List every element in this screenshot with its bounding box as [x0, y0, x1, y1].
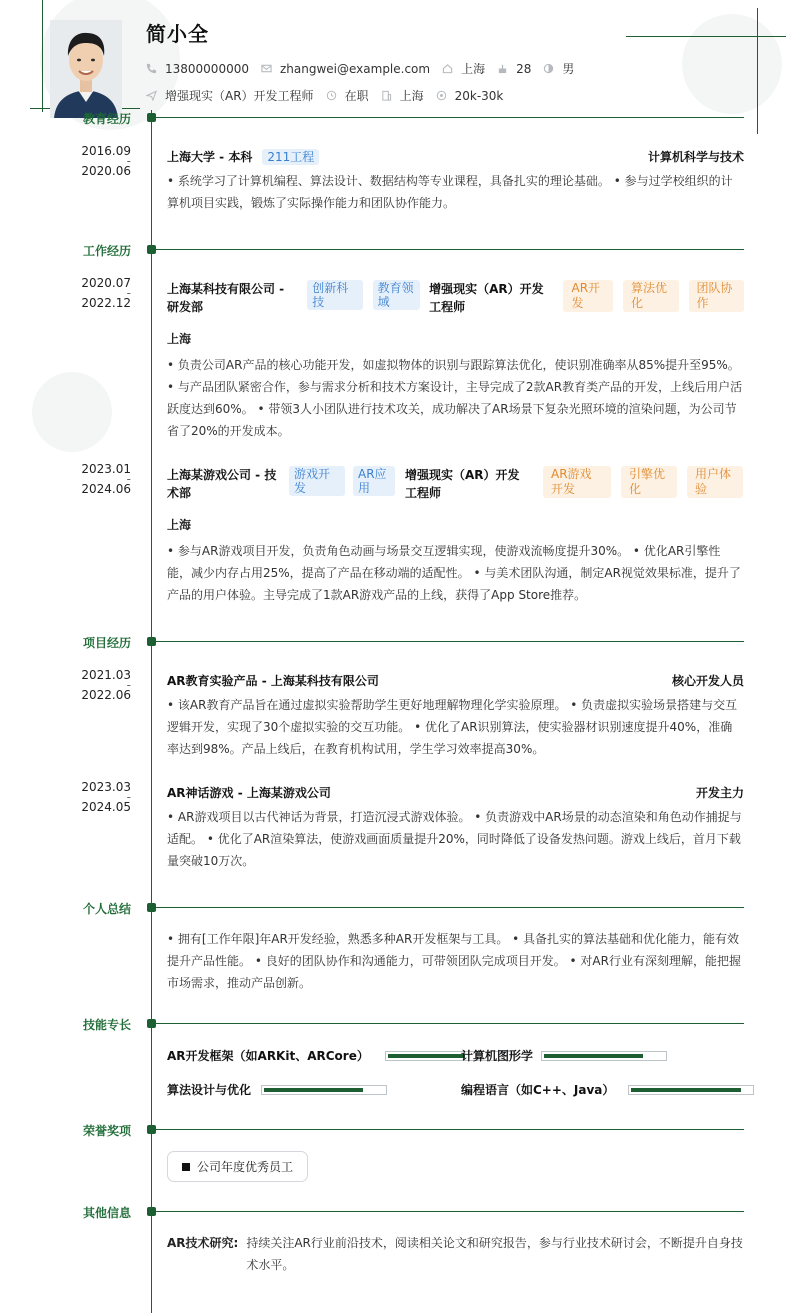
section-marker	[147, 113, 156, 122]
city-value: 上海	[461, 62, 486, 76]
date-range: 2023.01 - 2024.06	[81, 462, 131, 496]
project-role: 开发主力	[695, 786, 744, 800]
status-value: 在职	[344, 89, 369, 103]
bullet-square-icon	[182, 1163, 190, 1171]
section-title-projects: 项目经历	[82, 636, 131, 650]
project-desc: • 该AR教育产品旨在通过虚拟实验帮助学生更好地理解物理化学实验原理。 • 负责虚拟实验场景搭建与交互逻辑开发，实现了30个虚拟实验的交互功能。 • 优化了AR识别算法，使实验器材识别速度提升40%，准确率达到98%。产品上线后，在教育机构试用，学生学习效率提高30%。	[167, 698, 738, 756]
skill-tag: 团队协作	[689, 280, 744, 312]
summary-text: • 拥有[工作年限]年AR开发经验，熟悉多种AR开发框架与工具。 • 具备扎实的算法基础和优化能力，能有效提升产品性能。 • 良好的团队协作和沟通能力，可带领团队完成项目开发。 • 对AR行业有深刻理解，能把握市场需求，推动产品创新。	[167, 932, 741, 990]
project-desc: • AR游戏项目以古代神话为背景，打造沉浸式游戏体验。 • 负责游戏中AR场景的动态渲染和角色动作捕捉与适配。 • 优化了AR渲染算法，使游戏画面质量提升20%，同时降低了设备发热问题。游戏上线后，首月下载量突破10万次。	[167, 810, 742, 868]
education-desc: • 系统学习了计算机编程、算法设计、数据结构等专业课程，具备扎实的理论基础。 • 参与过学校组织的计算机项目实践，锻炼了实际操作能力和团队协作能力。	[167, 174, 733, 210]
email-value: zhangwei@example.com	[279, 61, 431, 76]
section-marker	[147, 1019, 156, 1028]
age	[497, 62, 531, 76]
job-title-value: 增强现实（AR）开发工程师	[165, 89, 314, 103]
mail-icon	[261, 63, 272, 74]
project-title: AR教育实验产品 - 上海某科技有限公司	[167, 674, 379, 688]
job-title	[146, 87, 314, 104]
salary-value: 20k-30k	[454, 88, 504, 103]
phone-value: 13800000000	[165, 61, 249, 76]
skill-bar	[541, 1051, 667, 1061]
date-range: 2020.07 - 2022.12	[81, 276, 131, 310]
company-tag: AR应用	[353, 466, 395, 496]
skill-bar	[628, 1085, 754, 1095]
section-marker	[147, 1207, 156, 1216]
skill-name: AR开发框架（如ARKit、ARCore）	[167, 1049, 369, 1063]
company-tag: 游戏开发	[289, 466, 345, 496]
avatar	[50, 20, 122, 118]
skill-bar-fill	[264, 1088, 363, 1092]
school-name: 上海大学 - 本科	[167, 150, 253, 164]
skill-bar-fill	[544, 1054, 643, 1058]
decor-line	[757, 8, 758, 134]
cake-icon	[497, 63, 508, 74]
section-rule	[156, 1023, 744, 1024]
gender-icon	[543, 63, 554, 74]
skill-tag: 引擎优化	[621, 466, 677, 498]
work-city	[381, 87, 424, 104]
decor-circle-left	[32, 372, 112, 452]
home-icon	[442, 63, 453, 74]
company-tag: 创新科技	[307, 280, 362, 310]
decor-line	[626, 36, 786, 37]
work-city: 上海	[167, 518, 192, 532]
company-tag: 教育领域	[373, 280, 421, 310]
section-title-summary: 个人总结	[82, 902, 131, 916]
section-rule	[156, 1129, 744, 1130]
skill-tag: AR开发	[563, 280, 613, 312]
position: 增强现实（AR）开发工程师	[429, 282, 544, 314]
date-range: 2016.09 - 2020.06	[81, 144, 131, 178]
decor-circle-right	[682, 14, 782, 114]
work-entry	[167, 466, 744, 606]
skill-tag: AR游戏开发	[543, 466, 611, 498]
company-name: 上海某科技有限公司 - 研发部	[167, 282, 285, 314]
salary-icon	[436, 90, 447, 101]
building-icon	[381, 90, 392, 101]
phone-icon	[146, 63, 157, 74]
section-title-education: 教育经历	[82, 112, 131, 126]
project-role: 核心开发人员	[671, 674, 744, 688]
other-info	[167, 1232, 744, 1276]
section-rule	[156, 249, 744, 250]
work-city: 上海	[167, 332, 192, 346]
section-marker	[147, 637, 156, 646]
clock-icon	[326, 90, 337, 101]
skill-item	[167, 1081, 387, 1098]
section-title-awards: 荣誉奖项	[82, 1124, 131, 1138]
job-intent-row	[146, 87, 515, 104]
work-city-value: 上海	[399, 89, 424, 103]
date-range: 2023.03 - 2024.05	[81, 780, 131, 814]
section-rule	[156, 641, 744, 642]
skill-bar	[261, 1085, 387, 1095]
section-title-work: 工作经历	[82, 244, 131, 258]
work-desc: • 负责公司AR产品的核心功能开发，如虚拟物体的识别与跟踪算法优化，使识别准确率从85%提升至95%。 • 与产品团队紧密合作，参与需求分析和技术方案设计，主导完成了2款AR教育类产品的开发，上线后用户活跃度达到60%。 • 带领3人小团队进行技术攻关，成功解决了AR场景下复杂光照环境的渲染问题，为公司节省了20%的开发成本。	[167, 358, 743, 438]
project-entry	[167, 784, 744, 872]
section-rule	[156, 117, 744, 118]
major: 计算机科学与技术	[647, 150, 744, 164]
city	[442, 60, 485, 77]
decor-line	[42, 0, 43, 112]
award-item	[167, 1151, 308, 1182]
phone	[146, 62, 249, 76]
company-name: 上海某游戏公司 - 技术部	[167, 468, 277, 500]
skill-bar-fill	[631, 1088, 740, 1092]
position: 增强现实（AR）开发工程师	[405, 468, 520, 500]
age-value: 28	[516, 61, 532, 76]
skill-item	[461, 1047, 667, 1064]
gender-value: 男	[562, 62, 575, 76]
section-title-skills: 技能专长	[82, 1018, 131, 1032]
work-desc: • 参与AR游戏项目开发，负责角色动画与场景交互逻辑实现，使游戏流畅度提升30%。 • 优化AR引擎性能，减少内存占用25%，提高了产品在移动端的适配性。 • 与美术团队沟通，制定AR视觉效果标准，提升了产品的用户体验。主导完成了1款AR游戏产品的上线，获得了App Store推荐。	[167, 544, 741, 602]
gender	[543, 60, 574, 77]
section-marker	[147, 1125, 156, 1134]
contact-row	[146, 60, 586, 77]
email	[261, 62, 430, 76]
work-entry	[167, 280, 744, 442]
send-icon	[146, 90, 157, 101]
date-range: 2021.03 - 2022.06	[81, 668, 131, 702]
candidate-name: 简小全	[146, 22, 209, 46]
skill-bar-fill	[388, 1054, 465, 1058]
other-text: 持续关注AR行业前沿技术，阅读相关论文和研究报告，参与行业技术研讨会，不断提升自身技术水平。	[246, 1236, 743, 1272]
section-rule	[156, 1211, 744, 1212]
skill-tag: 算法优化	[623, 280, 678, 312]
project-entry	[167, 672, 744, 760]
salary	[436, 89, 504, 103]
skill-name: 编程语言（如C++、Java）	[461, 1083, 615, 1097]
other-label: AR技术研究:	[167, 1236, 239, 1250]
project-title: AR神话游戏 - 上海某游戏公司	[167, 786, 331, 800]
section-title-other: 其他信息	[82, 1206, 131, 1220]
section-marker	[147, 245, 156, 254]
school-tag: 211工程	[262, 149, 319, 165]
skill-name: 算法设计与优化	[167, 1083, 252, 1097]
job-status	[326, 87, 369, 104]
section-rule	[156, 907, 744, 908]
section-marker	[147, 903, 156, 912]
skill-item	[461, 1081, 754, 1098]
award-name: 公司年度优秀员工	[197, 1160, 294, 1174]
education-entry	[167, 148, 744, 214]
skill-name: 计算机图形学	[461, 1049, 534, 1063]
skill-tag: 用户体验	[687, 466, 743, 498]
skill-item	[167, 1047, 511, 1064]
